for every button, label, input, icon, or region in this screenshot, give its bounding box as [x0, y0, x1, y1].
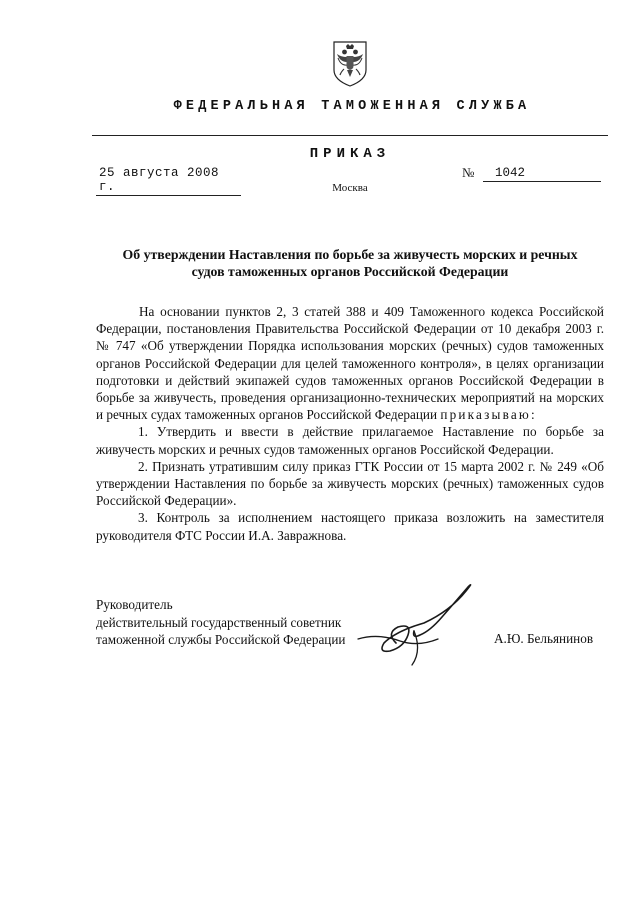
document-body	[96, 303, 604, 544]
header-divider	[92, 135, 608, 136]
signatory-title	[96, 596, 345, 649]
order-word: приказываю:	[440, 407, 537, 423]
order-date: 25 августа 2008 г.	[96, 166, 241, 196]
heading-line-1: Об утверждении Наставления по борьбе за живучесть морских и речных	[122, 247, 578, 262]
city: Москва	[332, 182, 368, 194]
signatory-line-3: таможенной службы Российской Федерации	[96, 632, 346, 647]
order-number: 1042	[483, 166, 601, 182]
signatory-line-2: действительный государственный советник	[96, 614, 342, 630]
order-item-3: 3. Контроль за исполнением настоящего приказа возложить на заместителя руководителя ФТС России И.А. Завражнова.	[96, 510, 604, 543]
order-item-1: 1. Утвердить и ввести в действие прилагаемое Наставление по борьбе за живучесть морских и речных судов таможенных органов Российской Федерации.	[96, 424, 604, 457]
signatory-line-1: Руководитель	[96, 597, 173, 612]
intro-text: На основании пунктов 2, 3 статей 388 и 409 Таможенного кодекса Российской Федерации, постановления Правительства Российской Федерации от 10 декабря 2003 г. № 747 «Об утверждении Порядка использования морских (речных) судов таможенных органов Российской Федерации для целей таможенного контроля», в целях организации подготовки и действий экипажей судов таможенных органов Российской Федерации в борьбе за живучесть, проведения организационно-технических мероприятий на морских и речных судах таможенных органов Российской Федерации	[96, 304, 604, 423]
document-type: ПРИКАЗ	[309, 146, 391, 162]
order-item-2: 2. Признать утратившим силу приказ ГТК России от 15 марта 2002 г. № 249 «Об утверждении Наставления по борьбе за живучесть морских (речных) таможенных судов Российской Федерации».	[96, 458, 604, 509]
agency-name: ФЕДЕРАЛЬНАЯ ТАМОЖЕННАЯ СЛУЖБА	[173, 99, 531, 114]
order-number-label: №	[462, 165, 475, 180]
document-heading	[96, 246, 604, 280]
coat-of-arms-icon	[331, 40, 369, 88]
intro-paragraph	[96, 303, 604, 423]
signatory-name: А.Ю. Бельянинов	[494, 631, 594, 646]
handwritten-signature	[338, 573, 478, 673]
heading-line-2: судов таможенных органов Российской Федерации	[191, 264, 509, 279]
